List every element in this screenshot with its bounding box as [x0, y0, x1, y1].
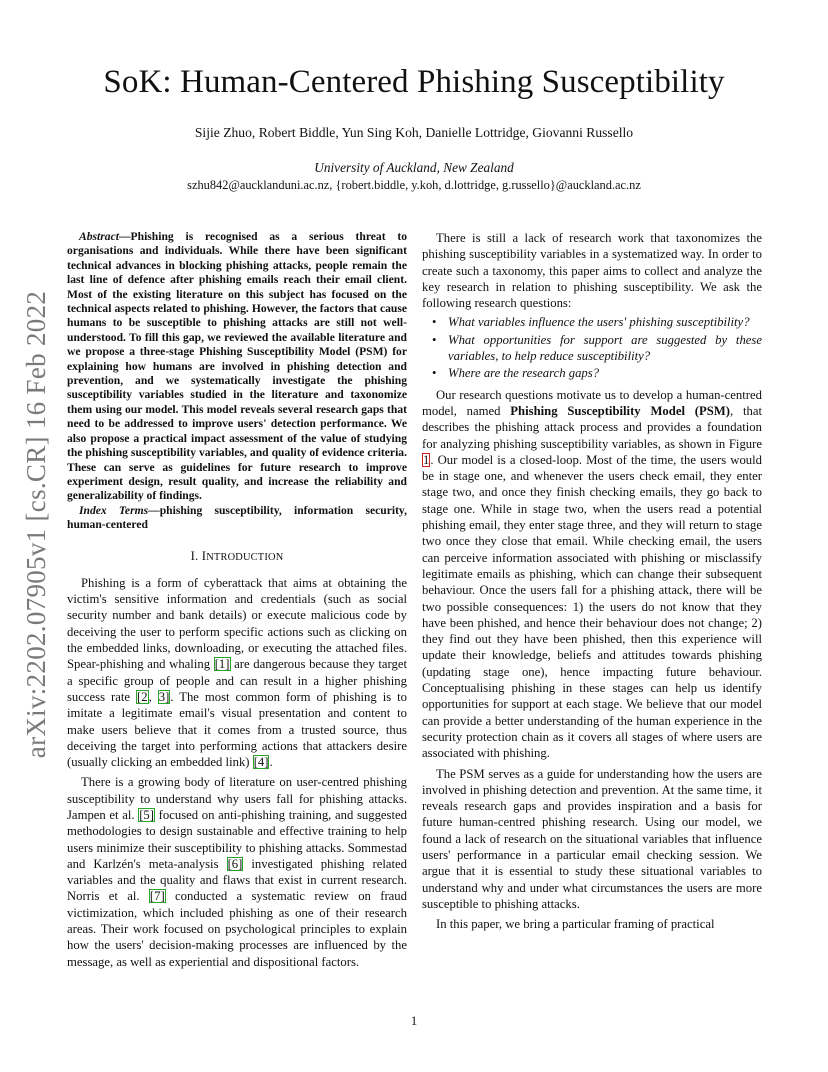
section-title-rest: NTRODUCTION [206, 551, 284, 563]
author-emails: szhu842@aucklanduni.ac.nz, {robert.biddle, y.koh, d.lottridge, g.russello}@auckland.ac.nz [187, 178, 641, 192]
index-terms [67, 504, 407, 533]
section-heading-introduction [67, 548, 407, 566]
intro-paragraph-6: In this paper, we bring a particular framing of practical [436, 917, 715, 932]
section-title-initial: I [201, 548, 207, 563]
intro-paragraph-5: The PSM serves as a guide for understanding how the users are involved in phishing detection and prevention. At the same time, it reveals research gaps and provides inspiration and a basis for future human-centred phishing research. Using our model, we found a lack of research on the situational variables that influence users' performance in a particular email checking session. We argue that it is essential to study these situational variables to understand why and under what circumstances the users are more susceptible to phishing attacks. [422, 766, 762, 911]
citation-link[interactable]: [2 [137, 689, 148, 704]
arxiv-identifier-text: arXiv:2202.07905v1 [cs.CR] 16 Feb 2022 [21, 290, 52, 758]
intro-paragraph-2: There is a growing body of literature on user-centred phishing susceptibility to understand why users fall for phishing attacks. Jampen et al. [5] focused on anti-phishing training, and suggested methodologies to design sustainable and effective training to help users minimize their susceptibility to phishing attacks. Sommestad and Karlzén's meta-analysis [6] investigated phishing related variables and the quality and flaws that exist in current research. Norris et al. [7] conducted a systematic review on fraud victimization, which included phishing as one of their research areas. Their work focused on psychological principles to explain how the users' decision-making processes are influenced by the message, as well as experiential and dispositional factors. [67, 775, 407, 969]
affiliation: University of Auckland, New Zealand [314, 160, 514, 175]
abstract-label: Abstract [79, 230, 119, 243]
citation-link[interactable]: [1] [214, 657, 230, 672]
citation-link[interactable]: [6] [227, 856, 243, 871]
intro-paragraph-1: Phishing is a form of cyberattack that aims at obtaining the victim's sensitive information and credentials (such as social security number and bank details) or execute malicious code by deceiving the user to perform specific actions such as clicking on the embedded links, downloading, or executing the attached files. Spear-phishing and whaling [1] are dangerous because they target a specific group of people and can result in a higher phishing success rate [2, 3]. The most common form of phishing is to imitate a legitimate email's visual presentation and content to make users believe that it comes from a trusted source, thus deceiving the target into performing actions that attackers desire (usually clicking an embedded link) [4]. [67, 575, 408, 770]
research-question-item: • Where are the research gaps? [422, 365, 762, 381]
research-questions-list [422, 314, 762, 381]
paper-title: SoK: Human-Centered Phishing Susceptibility [103, 64, 725, 100]
model-name-bold: Phishing Susceptibility Model (PSM) [510, 403, 730, 418]
citation-link[interactable]: [4] [253, 755, 269, 770]
right-column [422, 230, 762, 932]
intro-paragraph-4: Our research questions motivate us to develop a human-centred model, named Phishing Susceptibility Model (PSM), that describes the phishing attack process and provides a foundation for analyzing phishing susceptibility variables, as shown in Figure 1. Our model is a closed-loop. Most of the time, the users would be in stage one, and whenever the users check email, they enter stage two, and once they finish checking emails, they go back to stage one. While in stage two, when the users read a potential phishing email, they enter stage three, and they will return to stage two once they close that email. While checking email, the users can perceive information associated with phishing or misclassify legitimate emails as phishing, which can change their subsequent behaviour. Once the users fall for a phishing attack, there will be two possible consequences: 1) the users do not know that they have been phished, and hence their behaviour does not change; 2) they find out they have been phished, then this experience will update their knowledge, beliefs and attitudes towards phishing (updating stage one), hence impacting future behaviour. Conceptualising phishing in these stages can help us identify opportunities for support at each stage. We believe that our model can provide a better understanding of the human experience in the security protection chain as it covers all stages of where users are associated with phishing. [422, 387, 762, 761]
author-list: Sijie Zhuo, Robert Biddle, Yun Sing Koh, Danielle Lottridge, Giovanni Russello [194, 125, 634, 140]
citation-link[interactable]: [5] [139, 807, 154, 822]
intro-paragraph-3: There is still a lack of research work that taxonomizes the phishing susceptibility variables in a systematized way. In order to create such a taxonomy, this paper aims to collect and analyze the key research in relation to phishing susceptibility. We ask the following research questions: [422, 231, 762, 311]
page-number: 1 [410, 1014, 418, 1028]
index-terms-label: Index Terms [79, 503, 149, 517]
left-column [67, 230, 407, 970]
research-question-item: • What variables influence the users' phishing susceptibility? [422, 314, 762, 330]
abstract-text: —Phishing is recognised as a serious threat to organisations and individuals. While there have been significant technical advances in blocking phishing attacks, people remain the last line of defence after phishing emails reach their email client. Most of the existing literature on this subject has focused on the technical aspects related to phishing. However, the factors that cause humans to be susceptible to phishing attacks are still not well-understood. To fill this gap, we reviewed the available literature and we propose a three-stage Phishing Susceptibility Model (PSM) for explaining how humans are involved in phishing detection and prevention, and we systematically investigate the phishing susceptibility variables studied in the literature and taxonomize them using our model. This model reveals several research gaps that need to be addressed to improve users' detection performance. We also propose a practical impact assessment of the value of studying the phishing susceptibility variables, and quality of evidence criteria. These can serve as guidelines for future research to improve experiment design, result quality, and increase the reliability and generalizability of findings. [67, 230, 407, 503]
arxiv-identifier-stamp [12, 284, 62, 764]
citation-link[interactable]: 3] [158, 689, 170, 704]
citation-link[interactable]: [7] [149, 889, 165, 904]
section-numeral: I. [190, 548, 199, 563]
research-question-item: • What opportunities for support are suggested by these variables, to help reduce susceptibility? [422, 332, 762, 365]
abstract [67, 230, 407, 504]
figure-link[interactable]: 1 [423, 452, 430, 467]
index-terms-text: —phishing susceptibility, information security, human-centered [67, 503, 407, 532]
